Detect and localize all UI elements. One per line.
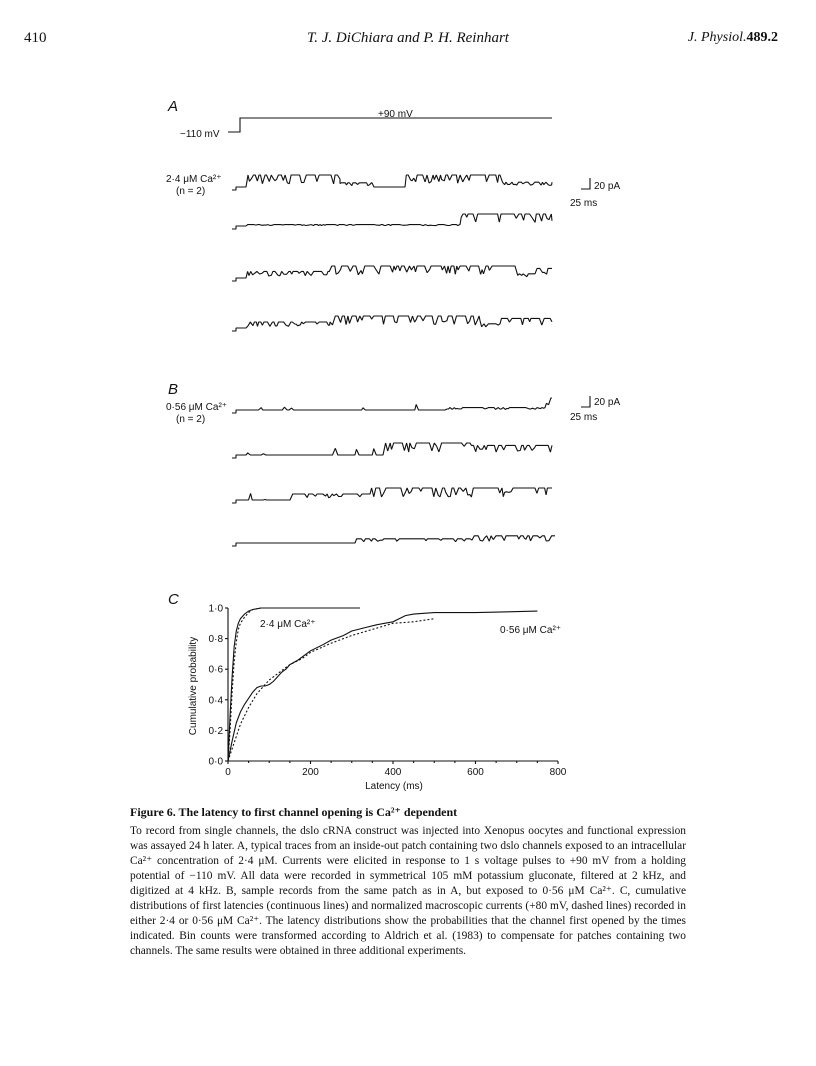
step-low-label: −110 mV — [180, 129, 220, 140]
trace-b-1 — [232, 398, 552, 413]
trace-a-1 — [232, 175, 552, 190]
page-number: 410 — [24, 30, 47, 46]
running-head-authors: T. J. DiChiara and P. H. Reinhart — [307, 30, 509, 46]
figure-caption — [130, 805, 686, 959]
x-axis-label: Latency (ms) — [365, 781, 423, 792]
panel-a-scale-time: 25 ms — [570, 198, 598, 209]
x-tick-label: 400 — [384, 767, 402, 778]
y-axis-label: Cumulative probability — [188, 636, 199, 736]
x-tick-label: 0 — [225, 767, 231, 778]
x-tick-label: 200 — [302, 767, 319, 778]
journal-volume: 489.2 — [746, 30, 778, 45]
y-tick-label: 0·8 — [208, 634, 223, 646]
y-tick-label: 1·0 — [208, 603, 223, 615]
series-line-3 — [228, 611, 537, 761]
trace-a-4 — [232, 316, 552, 331]
panel-b-n: (n = 2) — [176, 414, 206, 425]
y-tick-label: 0·2 — [208, 725, 223, 737]
curve-label-high: 2·4 μM Ca²⁺ — [260, 619, 316, 630]
caption-body: To record from single channels, the dslo cRNA construct was injected into Xenopus oocytes and functional expression was assayed 24 h later. A, typical traces from an inside-out patch containing two dslo channels exposed to an intracellular Ca²⁺ concentration of 2·4 μM. Currents were elicited in response to 1 s voltage pulses to +90 mV from a holding potential of −110 mV. All data were recorded in symmetrical 105 mM potassium gluconate, filtered at 2 kHz, and digitized at 4 kHz. B, sample records from the same patch as in A, but exposed to 0·56 μM Ca²⁺. C, cumulative distributions of first latencies (continuous lines) and normalized macroscopic currents (+80 mV, dashed lines) recorded in either 2·4 or 0·56 μM Ca²⁺. The latency distributions show the probabilities that the channel first opened by the times indicated. Bin counts were transformed according to Aldrich et al. (1983) to compensate for patches containing two channels. The same results were obtained in three additional experiments. — [130, 825, 686, 957]
trace-a-3 — [232, 266, 552, 281]
panel-a-label: A — [168, 98, 179, 115]
panel-b-scale-current: 20 pA — [594, 397, 621, 408]
trace-a-2 — [232, 214, 552, 229]
panel-b-label: B — [168, 381, 179, 398]
x-tick-label: 800 — [549, 767, 567, 778]
y-tick-label: 0·6 — [208, 664, 223, 676]
journal-name: J. Physiol. — [687, 30, 747, 45]
panel-a-condition: 2·4 μM Ca²⁺ — [166, 174, 222, 185]
curve-label-low: 0·56 μM Ca²⁺ — [500, 625, 562, 636]
panel-b-scale-bar — [581, 396, 590, 407]
y-tick-label: 0·0 — [208, 756, 223, 768]
panel-a-scale-current: 20 pA — [594, 181, 621, 192]
y-tick-label: 0·4 — [208, 695, 223, 707]
caption-title: Figure 6. The latency to first channel opening is Ca²⁺ dependent — [130, 805, 458, 819]
panel-a-scale-bar — [581, 178, 590, 189]
x-tick-label: 600 — [467, 767, 484, 778]
voltage-step-protocol — [228, 118, 552, 132]
series-line-1 — [228, 608, 360, 761]
panel-b-condition: 0·56 μM Ca²⁺ — [166, 402, 228, 413]
panel-a-n: (n = 2) — [176, 186, 206, 197]
trace-b-2 — [232, 443, 552, 458]
trace-b-4 — [232, 536, 555, 546]
panel-b-scale-time: 25 ms — [570, 412, 598, 423]
trace-b-3 — [232, 488, 552, 503]
panel-c-label: C — [168, 591, 179, 608]
step-high-label: +90 mV — [378, 109, 413, 120]
